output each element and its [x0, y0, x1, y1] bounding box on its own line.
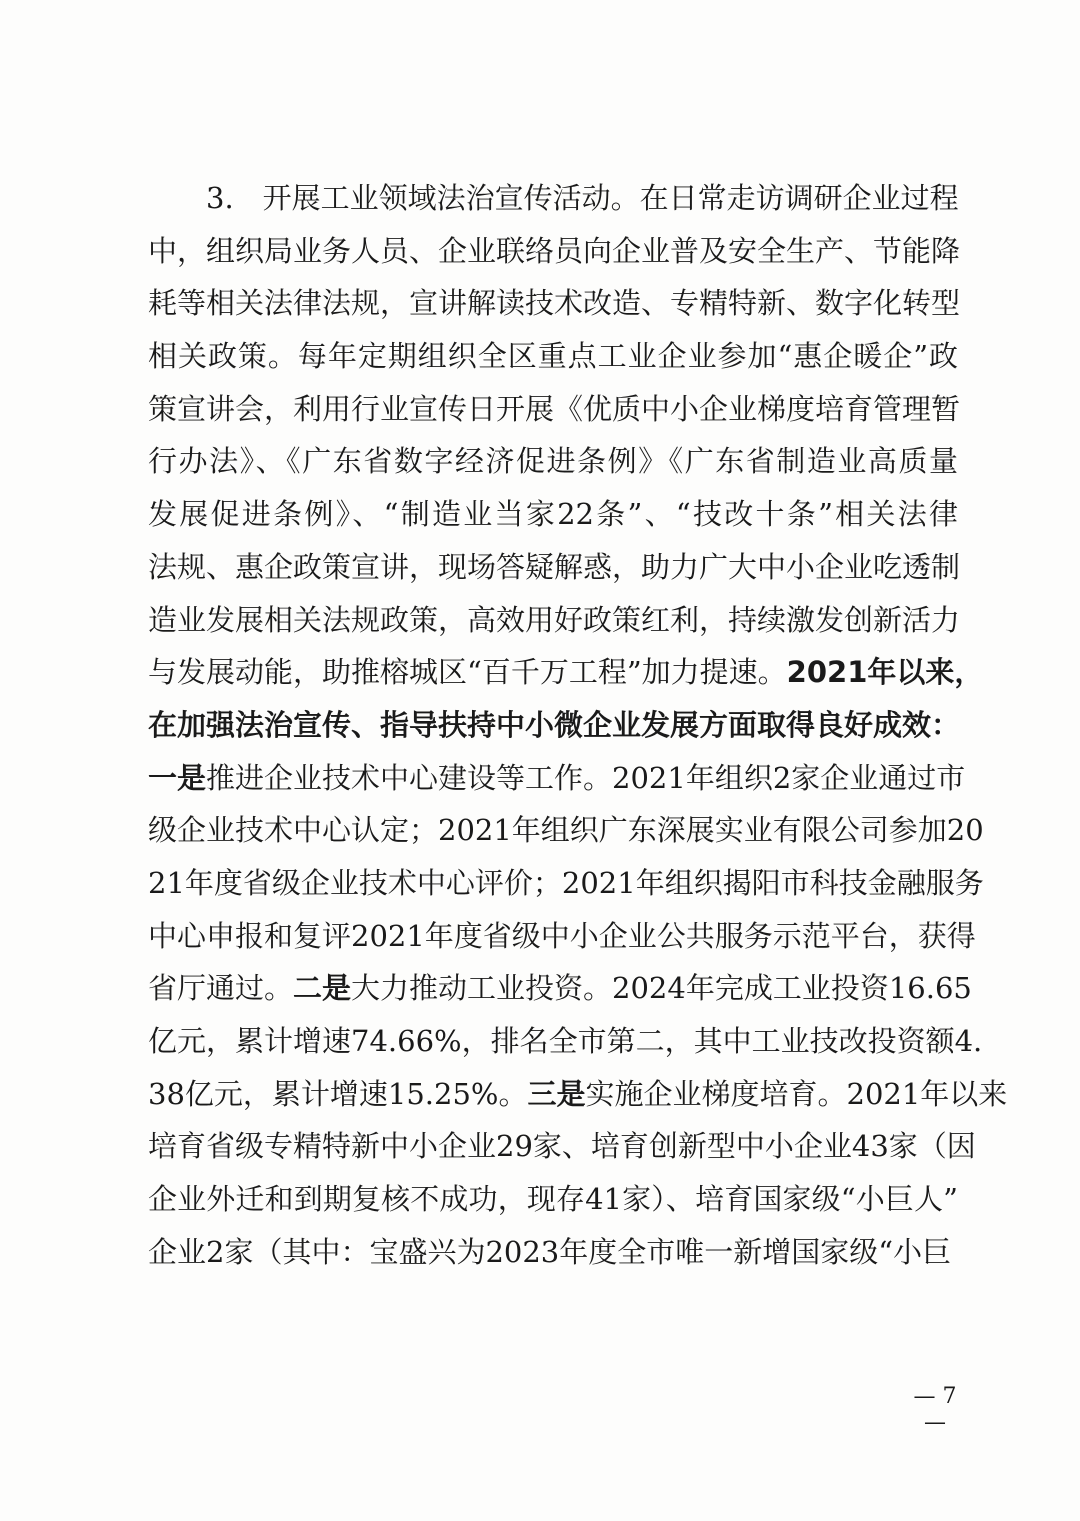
text-line: 企业外迁和到期复核不成功，现存41家）、培育国家级“小巨人” [148, 1182, 958, 1217]
text-line: 3. 开展工业领域法治宣传活动。在日常走访调研企业过程 [206, 181, 959, 215]
text-line: 相关政策。每年定期组织全区重点工业企业参加“惠企暖企”政 [148, 339, 958, 374]
text-line: 造业发展相关法规政策，高效用好政策红利，持续激发创新活力 [148, 602, 961, 637]
bold-phrase: 二是 [293, 971, 352, 1006]
bold-phrase: 一是 [148, 760, 207, 795]
text-line: 法规、惠企政策宣讲，现场答疑解惑，助力广大中小企业吃透制 [148, 549, 961, 584]
text-line: 中心申报和复评2021年度省级中小企业公共服务示范平台，获得 [148, 918, 976, 953]
text-line: 级企业技术中心认定；2021年组织广东深展实业有限公司参加20 [148, 813, 984, 848]
text-line: 与发展动能，助推榕城区“百千万工程”加力提速。2021年以来， [148, 655, 984, 690]
text-line: 亿元，累计增速74.66%，排名全市第二，其中工业技改投资额4. [148, 1024, 983, 1058]
text-line: 培育省级专精特新中小企业29家、培育创新型中小企业43家（因 [148, 1129, 976, 1164]
bold-phrase: 2021年以来， [786, 655, 984, 690]
page-number: — 7 — [913, 1384, 957, 1435]
text-line: 行办法》、《广东省数字经济促进条例》《广东省制造业高质量 [148, 444, 958, 479]
text-line: 企业2家（其中：宝盛兴为2023年度全市唯一新增国家级“小巨 [148, 1234, 952, 1269]
text-line: 38亿元，累计增速15.25%。三是实施企业梯度培育。2021年以来 [148, 1076, 1008, 1111]
text-line [148, 699, 961, 752]
text-line: 策宣讲会，利用行业宣传日开展《优质中小企业梯度培育管理暂 [148, 391, 961, 426]
text-line: 中，组织局业务人员、企业联络员向企业普及安全生产、节能降 [148, 233, 961, 268]
text-line: 一是推进企业技术中心建设等工作。2021年组织2家企业通过市 [148, 760, 966, 795]
text-line: 21年度省级企业技术中心评价；2021年组织揭阳市科技金融服务 [148, 865, 984, 900]
bold-phrase: 三是 [527, 1076, 586, 1111]
text-line: 耗等相关法律法规，宣讲解读技术改造、专精特新、数字化转型 [148, 286, 961, 321]
bold-phrase: 在加强法治宣传、指导扶持中小微企业发展方面取得良好成效： [148, 707, 961, 742]
body-text [148, 172, 1008, 1278]
text-line: 发展促进条例》、“制造业当家22条”、“技改十条”相关法律 [148, 497, 958, 532]
text-line: 省厅通过。二是大力推动工业投资。2024年完成工业投资16.65 [148, 971, 972, 1006]
